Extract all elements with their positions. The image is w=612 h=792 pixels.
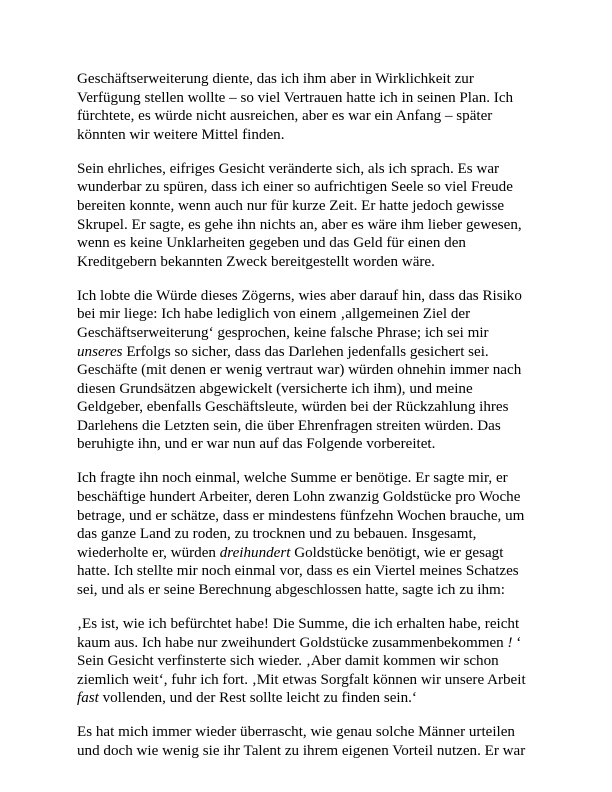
paragraph-2-text: Sein ehrliches, eifriges Gesicht veränderte sich, als ich sprach. Es war wunderbar zu spüren, dass ich einer so aufrichtigen Seele so viel Freude bereiten konnte, wenn auch nur für kurze Zeit. Er hatte jedoch gewisse Skrupel. Er sagte, es gehe ihn nichts an, aber es wäre ihm lieber gewesen, wenn es keine Unklarheiten gegeben und das Geld für einen den Kreditgebern bekannten Zweck bereitgestellt worden wäre. [77, 160, 522, 270]
paragraph-1-text: Geschäftserweiterung diente, das ich ihm aber in Wirklichkeit zur Verfügung stellen wollte – so viel Vertrauen hatte ich in seinen Plan. Ich fürchtete, es würde nicht ausreichen, aber es war ein Anfang – später könnten wir weitere Mittel finden. [77, 71, 514, 143]
paragraph-3-text-a: Ich lobte die Würde dieses Zögerns, wies aber darauf hin, dass das Risiko bei mir liege: Ich habe lediglich von einem ‚allgemeinen Ziel der Geschäftserweiterung‘ gesprochen, keine falsche Phrase; ich sei mir [77, 287, 522, 341]
paragraph-3 [77, 287, 527, 454]
paragraph-5-emphasis-fast: fast [77, 690, 99, 707]
paragraph-5-text-a: ‚Es ist, wie ich befürchtet habe! Die Summe, die ich erhalten habe, reicht kaum aus. Ich habe nur zweihundert Goldstücke zusammenbekommen [77, 616, 520, 651]
paragraph-5 [77, 615, 527, 708]
paragraph-4-text-b: Goldstücke benötigt, wie er gesagt hatte. Ich stellte mir noch einmal vor, dass es ein Viertel meines Schatzes sei, und als er seine Berechnung abgeschlossen hatte, sagte ich zu ihm: [77, 544, 519, 599]
paragraph-5-emphasis-exclamation: ! [507, 634, 513, 651]
paragraph-3-emphasis: unseres [77, 343, 123, 360]
paragraph-4-emphasis: dreihundert [219, 544, 291, 561]
paragraph-5-text-c: vollenden, und der Rest sollte leicht zu finden sein.‘ [98, 690, 417, 707]
paragraph-4-text-a: Ich fragte ihn noch einmal, welche Summe er benötige. Er sagte mir, er beschäftige hundert Arbeiter, deren Lohn zwanzig Goldstücke pro Woche betrage, und er schätze, dass er mindestens fünfzehn Wochen brauche, um das ganze Land zu roden, zu trocknen und zu bebauen. Insgesamt, wiederholte er, würden [77, 470, 525, 561]
paragraph-1 [77, 70, 527, 144]
paragraph-6 [77, 723, 527, 760]
paragraph-6-text: Es hat mich immer wieder überrascht, wie genau solche Männer urteilen und doch wie wenig sie ihr Talent zu ihrem eigenen Vorteil nutzen. Er war [77, 724, 526, 759]
paragraph-4 [77, 469, 527, 599]
paragraph-2 [77, 160, 527, 272]
document-page [77, 70, 527, 776]
paragraph-5-text-b: ‘ Sein Gesicht verfinsterte sich wieder. ‚Aber damit kommen wir schon ziemlich weit‘, fuhr ich fort. ‚Mit etwas Sorgfalt können wir unsere Arbeit [77, 634, 526, 688]
paragraph-3-text-b: Erfolgs so sicher, dass das Darlehen jedenfalls gesichert sei. Geschäfte (mit denen er wenig vertraut war) würden ohnehin immer nach diesen Grundsätzen abgewickelt (versicherte ich ihm), und meine Geldgeber, ebenfalls Geschäftsleute, würden bei der Rückzahlung ihres Darlehens die Letzten sein, die über Ehrenfragen streiten würden. Das beruhigte ihn, und er war nun auf das Folgende vorbereitet. [77, 343, 522, 453]
